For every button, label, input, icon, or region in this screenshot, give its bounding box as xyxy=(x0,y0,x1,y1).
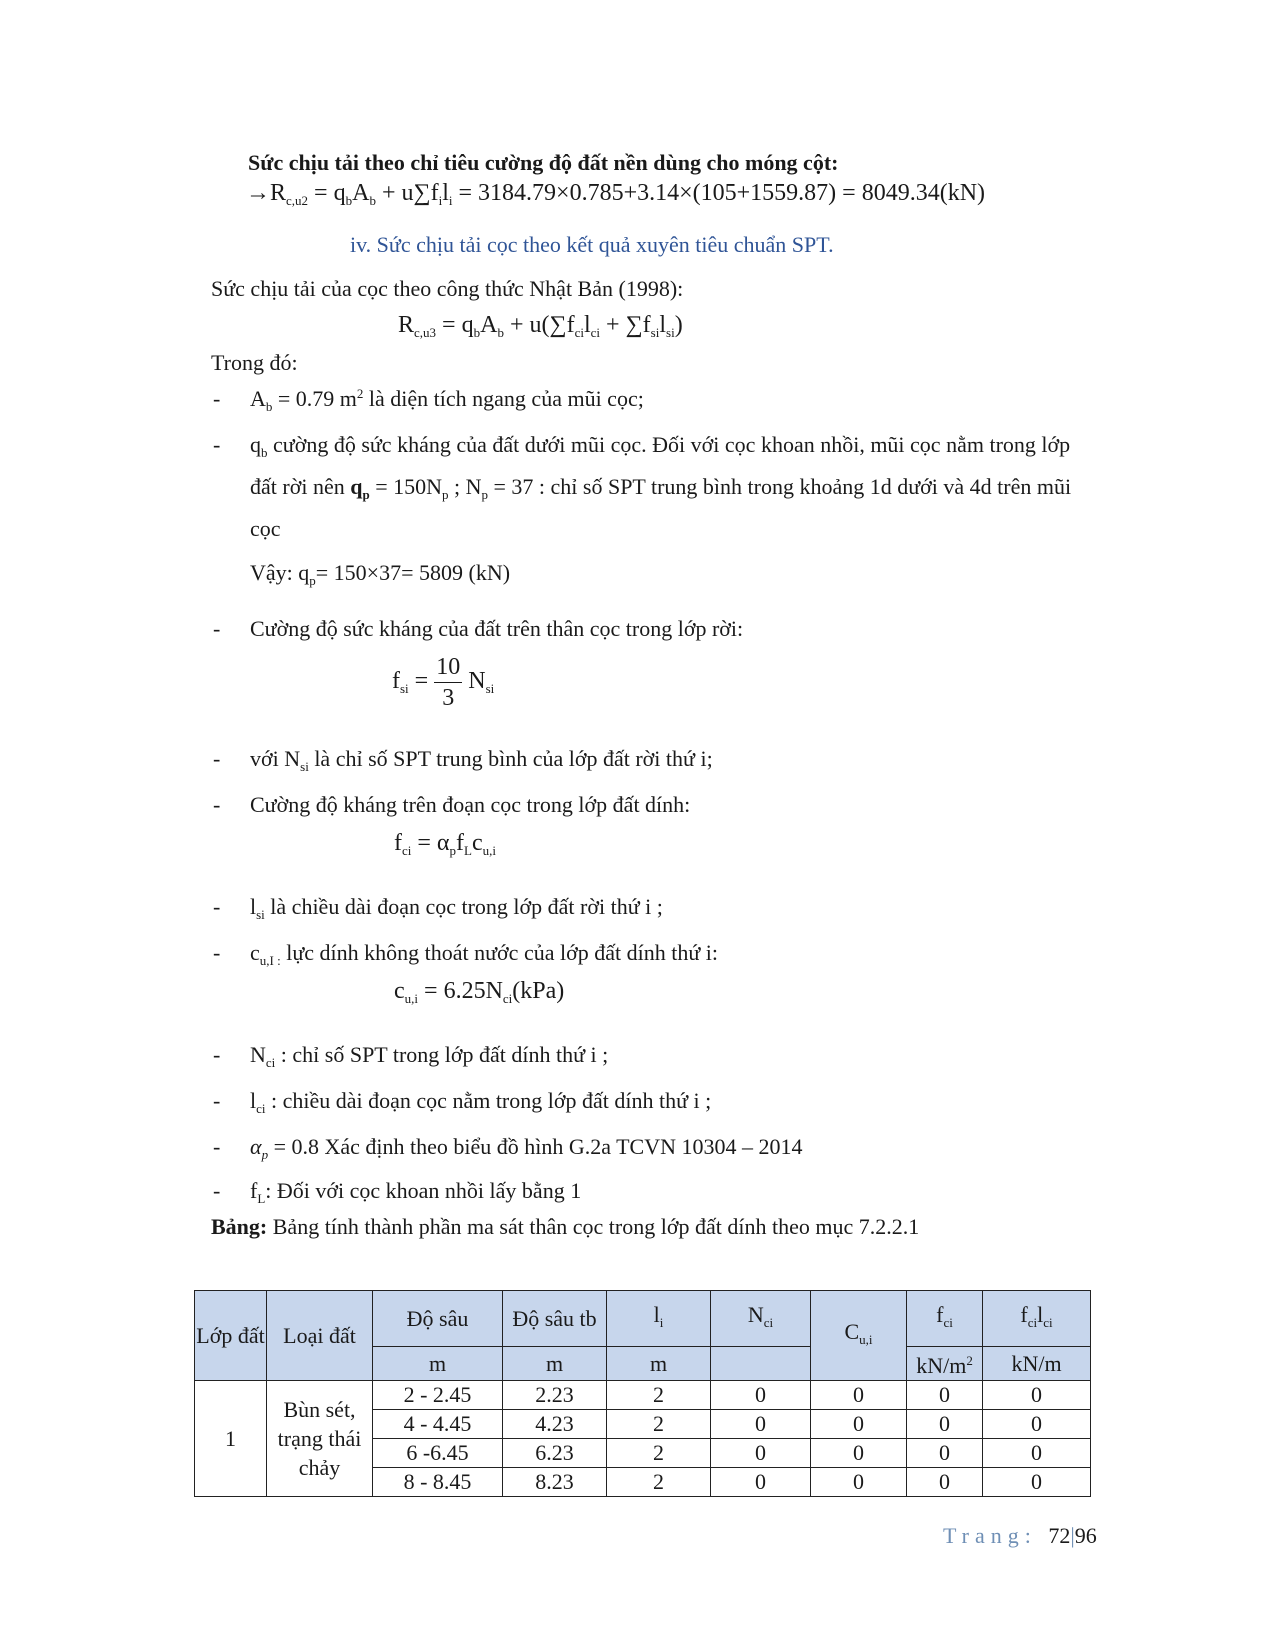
cell-tb: 6.23 xyxy=(503,1439,607,1468)
cell-do-sau: 4 - 4.45 xyxy=(373,1410,503,1439)
cell-tb: 4.23 xyxy=(503,1410,607,1439)
header-nci: $N_{ci}$ xyxy=(711,1291,811,1347)
bullet-dash: - xyxy=(213,1042,221,1067)
bullet-dash: - xyxy=(213,616,221,641)
item-nsi: với $N_{si}$ là chỉ số SPT trung bình của lớp đất rời thứ i; xyxy=(250,746,713,774)
item-nci: $N_{ci}$ : chỉ số SPT trong lớp đất dính thứ i ; xyxy=(250,1042,609,1070)
table-caption: Bảng: Bảng tính thành phần ma sát thân cọc trong lớp đất dính theo mục 7.2.2.1 xyxy=(211,1214,920,1239)
cell-do-sau: 6 -6.45 xyxy=(373,1439,503,1468)
equation-rcu2: $\to R_{c,u2} = q_bA_b + u\sum f_il_i = 3184.79\times 0.785+3.14\times(105+1559.87) = 8049.34(kN)$ xyxy=(246,180,986,208)
cell-li: 2 xyxy=(607,1439,711,1468)
cell-fci: 0 xyxy=(907,1439,983,1468)
item-qb-line2: đất rời nên $q_p = 150N_p$ ; $N_p = 37$ : chỉ số SPT trung bình trong khoảng 1d dưới và 4d trên mũi xyxy=(250,474,1072,502)
bullet-dash: - xyxy=(213,746,221,771)
item-lsi: $l_{si}$ là chiều dài đoạn cọc trong lớp đất rời thứ i ; xyxy=(250,894,663,922)
cell-fci: 0 xyxy=(907,1410,983,1439)
unit-nci xyxy=(711,1347,811,1381)
section-iv-heading: iv. Sức chịu tải cọc theo kết quả xuyên tiêu chuẩn SPT. xyxy=(350,232,834,257)
cell-li: 2 xyxy=(607,1468,711,1497)
equation-fsi: $f_{si}$ = $\frac{10}{3}$ $N_{si}$ xyxy=(392,654,495,711)
cell-do-sau: 2 - 2.45 xyxy=(373,1381,503,1410)
item-ab: $A_b = 0.79$ $m^2$ là diện tích ngang của mũi cọc; xyxy=(250,386,644,414)
cell-nci: 0 xyxy=(711,1468,811,1497)
header-lop-dat: Lớp đất xyxy=(195,1291,267,1381)
cell-do-sau: 8 - 8.45 xyxy=(373,1468,503,1497)
item-qb-line3: cọc xyxy=(250,516,281,541)
bullet-dash: - xyxy=(213,386,221,411)
trong-do-label: Trong đó: xyxy=(211,350,298,375)
cell-fcili: 0 xyxy=(983,1410,1091,1439)
item-cuong-do-roi: Cường độ sức kháng của đất trên thân cọc trong lớp rời: xyxy=(250,616,744,641)
cell-fci: 0 xyxy=(907,1468,983,1497)
unit-fcili: kN/m xyxy=(983,1347,1091,1381)
footer-label: Trang: xyxy=(943,1523,1037,1548)
cell-cui: 0 xyxy=(811,1381,907,1410)
intro-text: Sức chịu tải của cọc theo công thức Nhật Bản (1998): xyxy=(211,276,684,301)
equation-cui: $c_{u,i} = 6.25N_{ci}(kPa)$ xyxy=(394,978,565,1006)
section-heading: Sức chịu tải theo chỉ tiêu cường độ đất nền dùng cho móng cột: xyxy=(248,150,839,175)
bullet-dash: - xyxy=(213,894,221,919)
bullet-dash: - xyxy=(213,432,221,457)
bullet-dash: - xyxy=(213,940,221,965)
footer-separator: | xyxy=(1070,1523,1075,1548)
unit-do-sau-tb: m xyxy=(503,1347,607,1381)
page-number: 72 xyxy=(1048,1523,1071,1548)
cell-li: 2 xyxy=(607,1410,711,1439)
header-loai-dat: Loại đất xyxy=(267,1291,373,1381)
cell-soil: Bùn sét, trạng thái chảy xyxy=(267,1381,373,1497)
cell-cui: 0 xyxy=(811,1468,907,1497)
cell-nci: 0 xyxy=(711,1381,811,1410)
item-alpha: $\alpha_p = 0.8$ Xác định theo biểu đồ hình G.2a TCVN 10304 – 2014 xyxy=(250,1134,803,1162)
header-do-sau: Độ sâu xyxy=(373,1291,503,1347)
unit-li: m xyxy=(607,1347,711,1381)
equation-rcu3: $R_{c,u3} = q_bA_b + u(\sum f_{ci}l_{ci} + \sum f_{si}l_{si})$ xyxy=(398,312,683,340)
page-total: 96 xyxy=(1074,1523,1097,1548)
cell-fci: 0 xyxy=(907,1381,983,1410)
friction-table xyxy=(194,1290,1091,1497)
cell-fcili: 0 xyxy=(983,1439,1091,1468)
cell-cui: 0 xyxy=(811,1410,907,1439)
cell-nci: 0 xyxy=(711,1410,811,1439)
cell-li: 2 xyxy=(607,1381,711,1410)
bullet-dash: - xyxy=(213,1134,221,1159)
header-cui: $C_{u,i}$ xyxy=(811,1291,907,1381)
item-cuong-do-dinh: Cường độ kháng trên đoạn cọc trong lớp đất dính: xyxy=(250,792,691,817)
unit-fci: $kN/m^2$ xyxy=(907,1347,983,1381)
item-vay: Vậy: $q_p= 150\times 37= 5809$ (kN) xyxy=(250,560,511,588)
unit-do-sau: m xyxy=(373,1347,503,1381)
bullet-dash: - xyxy=(213,792,221,817)
table-row xyxy=(195,1381,1091,1410)
header-fci: $f_{ci}$ xyxy=(907,1291,983,1347)
cell-fcili: 0 xyxy=(983,1381,1091,1410)
cell-nci: 0 xyxy=(711,1439,811,1468)
header-do-sau-tb: Độ sâu tb xyxy=(503,1291,607,1347)
page-footer xyxy=(943,1523,1097,1549)
cell-fcili: 0 xyxy=(983,1468,1091,1497)
item-qb-line1: $q_b$ cường độ sức kháng của đất dưới mũi cọc. Đối với cọc khoan nhồi, mũi cọc nằm trong lớp xyxy=(250,432,1071,460)
header-li: $l_i$ xyxy=(607,1291,711,1347)
equation-fci: $f_{ci} = \alpha_pf_Lc_{u,i}$ xyxy=(394,830,496,858)
item-cui: $c_{u,I :}$ lực dính không thoát nước của lớp đất dính thứ i: xyxy=(250,940,718,968)
bullet-dash: - xyxy=(213,1088,221,1113)
bullet-dash: - xyxy=(213,1178,221,1203)
cell-tb: 2.23 xyxy=(503,1381,607,1410)
header-fcili: $f_{ci}l_{ci}$ xyxy=(983,1291,1091,1347)
cell-layer: 1 xyxy=(195,1381,267,1497)
item-lci: $l_{ci}$ : chiều dài đoạn cọc nằm trong lớp đất dính thứ i ; xyxy=(250,1088,712,1116)
cell-tb: 8.23 xyxy=(503,1468,607,1497)
item-fl: $f_L$: Đối với cọc khoan nhồi lấy bằng 1 xyxy=(250,1178,582,1206)
cell-cui: 0 xyxy=(811,1439,907,1468)
